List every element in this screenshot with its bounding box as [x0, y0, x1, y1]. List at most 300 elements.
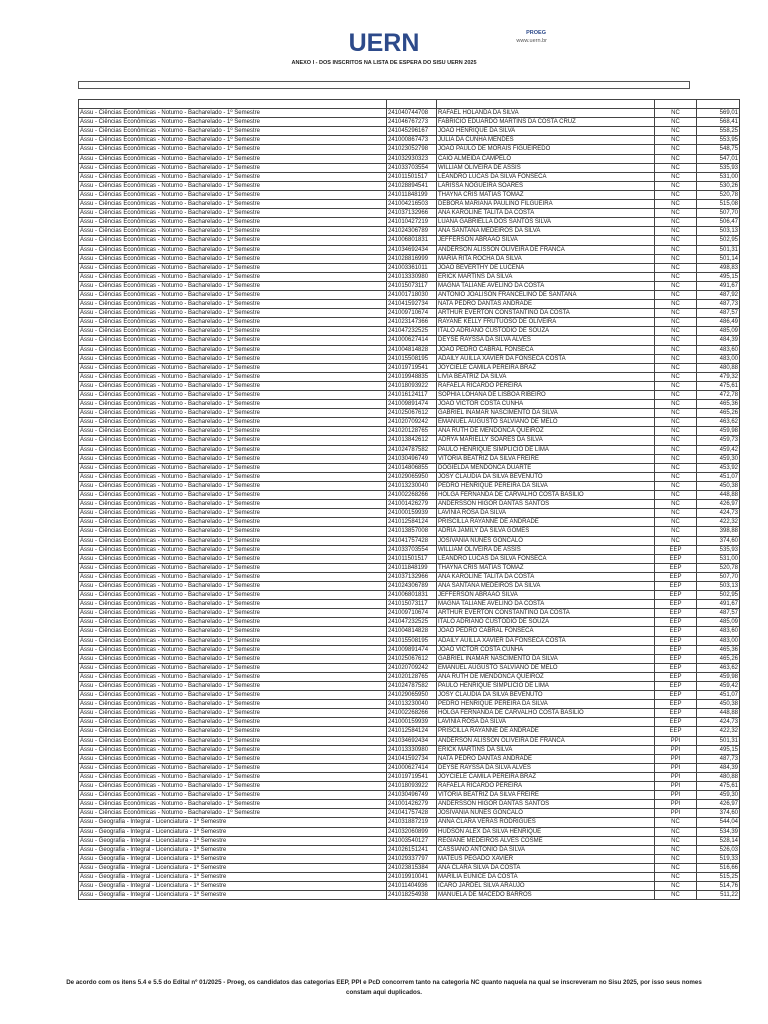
score-cell: 547,01 — [697, 154, 740, 163]
category-cell: NC — [655, 481, 697, 490]
category-cell: NC — [655, 491, 697, 500]
registration-cell: 241001718030 — [387, 290, 437, 299]
table-row — [79, 318, 740, 327]
course-cell: Assu - Geografia - Integral - Licenciatura - 1º Semestre — [79, 882, 387, 891]
score-cell: 426,97 — [697, 800, 740, 809]
registration-cell: 241026151241 — [387, 845, 437, 854]
category-cell: PPI — [655, 809, 697, 818]
category-cell: NC — [655, 245, 697, 254]
name-cell: ANDERSSON HIGOR DANTAS SANTOS — [437, 800, 655, 809]
table-row — [79, 391, 740, 400]
category-cell: EEP — [655, 672, 697, 681]
course-cell: Assu - Ciências Econômicas - Noturno - Bacharelado - 1º Semestre — [79, 372, 387, 381]
registration-cell: 241010427219 — [387, 218, 437, 227]
score-cell: 530,26 — [697, 181, 740, 190]
name-cell: ERICK MARTINS DA SILVA — [437, 272, 655, 281]
course-cell: Assu - Ciências Econômicas - Noturno - Bacharelado - 1º Semestre — [79, 354, 387, 363]
table-row — [79, 281, 740, 290]
table-row — [79, 145, 740, 154]
table-row — [79, 200, 740, 209]
registration-cell: 241025067612 — [387, 654, 437, 663]
score-cell: 515,08 — [697, 200, 740, 209]
score-cell: 568,41 — [697, 118, 740, 127]
score-cell: 374,60 — [697, 809, 740, 818]
category-cell: EEP — [655, 609, 697, 618]
name-cell: NATA PEDRO DANTAS ANDRADE — [437, 300, 655, 309]
name-cell: ANA RUTH DE MENDONCA QUEIROZ — [437, 427, 655, 436]
blank-cell — [387, 100, 437, 109]
course-cell: Assu - Ciências Econômicas - Noturno - Bacharelado - 1º Semestre — [79, 209, 387, 218]
registration-cell: 241033703554 — [387, 545, 437, 554]
score-cell: 451,07 — [697, 691, 740, 700]
name-cell: VITORIA BEATRIZ DA SILVA FREIRE — [437, 791, 655, 800]
category-cell: NC — [655, 363, 697, 372]
score-cell: 531,00 — [697, 554, 740, 563]
category-cell: NC — [655, 818, 697, 827]
registration-cell: 241013857008 — [387, 527, 437, 536]
name-cell: JOAO BEVERTHY DE LUCENA — [437, 263, 655, 272]
category-cell: NC — [655, 372, 697, 381]
category-cell: NC — [655, 154, 697, 163]
score-cell: 448,88 — [697, 709, 740, 718]
registration-cell: 241033703554 — [387, 163, 437, 172]
name-cell: ANA KAROLINE TALITA DA COSTA — [437, 572, 655, 581]
table-row — [79, 327, 740, 336]
uern-logo — [340, 30, 428, 54]
registration-cell: 241011501517 — [387, 172, 437, 181]
score-cell: 491,67 — [697, 600, 740, 609]
table-row — [79, 572, 740, 581]
table-row — [79, 745, 740, 754]
registration-cell: 241013230040 — [387, 481, 437, 490]
registration-cell: 241006801831 — [387, 236, 437, 245]
category-cell: EEP — [655, 700, 697, 709]
category-cell: EEP — [655, 654, 697, 663]
name-cell: RAYANE KELLY FRUTUOSO DE OLIVEIRA — [437, 318, 655, 327]
table-row — [79, 836, 740, 845]
registration-cell: 241023815384 — [387, 863, 437, 872]
score-cell: 516,66 — [697, 863, 740, 872]
footer-line-1: De acordo com os itens 5.4 e 5.5 do Edital nº 01/2025 - Proeg, os candidatos das categorias EEP, PPI e PcD concorrem tanto na categoria NC quanto naquela na qual se inscreveram no Sisu 2025, por isso seus nomes — [66, 979, 702, 986]
course-cell: Assu - Geografia - Integral - Licenciatura - 1º Semestre — [79, 891, 387, 900]
course-cell: Assu - Ciências Econômicas - Noturno - Bacharelado - 1º Semestre — [79, 363, 387, 372]
name-cell: FABRICIO EDUARDO MARTINS DA COSTA CRUZ — [437, 118, 655, 127]
registration-cell: 241011501517 — [387, 554, 437, 563]
course-cell: Assu - Ciências Econômicas - Noturno - Bacharelado - 1º Semestre — [79, 245, 387, 254]
registration-cell: 241045296167 — [387, 127, 437, 136]
name-cell: CAIO ALMEIDA CAMPELO — [437, 154, 655, 163]
name-cell: DOGIELDA MENDONCA DUARTE — [437, 463, 655, 472]
category-cell: NC — [655, 200, 697, 209]
course-cell: Assu - Ciências Econômicas - Noturno - Bacharelado - 1º Semestre — [79, 754, 387, 763]
table-row — [79, 609, 740, 618]
category-cell: NC — [655, 518, 697, 527]
category-cell: EEP — [655, 618, 697, 627]
category-cell: EEP — [655, 663, 697, 672]
score-cell: 422,32 — [697, 727, 740, 736]
name-cell: RAFAELA RICARDO PEREIRA — [437, 381, 655, 390]
score-cell: 506,47 — [697, 218, 740, 227]
name-cell: VITORIA BEATRIZ DA SILVA FREIRE — [437, 454, 655, 463]
name-cell: PRISCILLA RAYANNE DE ANDRADE — [437, 727, 655, 736]
course-cell: Assu - Ciências Econômicas - Noturno - Bacharelado - 1º Semestre — [79, 491, 387, 500]
table-row — [79, 827, 740, 836]
registration-cell: 241030496749 — [387, 454, 437, 463]
table-row — [79, 791, 740, 800]
name-cell: JOAO VICTOR COSTA CUNHA — [437, 400, 655, 409]
name-cell: ANDERSSON HIGOR DANTAS SANTOS — [437, 500, 655, 509]
registration-cell: 241029065950 — [387, 472, 437, 481]
score-cell: 503,13 — [697, 227, 740, 236]
name-cell: ANA RUTH DE MENDONCA QUEIROZ — [437, 672, 655, 681]
category-cell: NC — [655, 118, 697, 127]
blank-cell — [697, 100, 740, 109]
name-cell: JOYCIELE CAMILA PEREIRA BRAZ — [437, 363, 655, 372]
category-cell: NC — [655, 281, 697, 290]
registration-cell: 241041757428 — [387, 809, 437, 818]
category-cell: PPI — [655, 736, 697, 745]
score-cell: 544,04 — [697, 818, 740, 827]
score-cell: 422,32 — [697, 518, 740, 527]
name-cell: ERICK MARTINS DA SILVA — [437, 745, 655, 754]
name-cell: ITALO ADRIANO CUSTODIO DE SOUZA — [437, 618, 655, 627]
name-cell: ANNA CLARA VERAS RODRIGUES — [437, 818, 655, 827]
table-row — [79, 136, 740, 145]
course-cell: Assu - Ciências Econômicas - Noturno - Bacharelado - 1º Semestre — [79, 254, 387, 263]
score-cell: 424,73 — [697, 509, 740, 518]
category-cell: NC — [655, 472, 697, 481]
name-cell: ANA SANTANA MEDEIROS DA SILVA — [437, 581, 655, 590]
category-cell: EEP — [655, 727, 697, 736]
registration-cell: 241019948835 — [387, 372, 437, 381]
registration-cell: 241014806855 — [387, 463, 437, 472]
score-cell: 511,22 — [697, 891, 740, 900]
registration-cell: 241020709242 — [387, 663, 437, 672]
category-cell: EEP — [655, 718, 697, 727]
name-cell: WILLIAM OLIVEIRA DE ASSIS — [437, 545, 655, 554]
name-cell: DEYSE RAYSSA DA SILVA ALVES — [437, 763, 655, 772]
header-bar — [78, 81, 690, 89]
logo-text: UERN — [348, 30, 420, 54]
table-row — [79, 254, 740, 263]
score-cell: 502,95 — [697, 591, 740, 600]
score-cell: 485,09 — [697, 618, 740, 627]
site-url: www.uern.br — [516, 38, 547, 44]
score-cell: 535,93 — [697, 545, 740, 554]
table-row — [79, 500, 740, 509]
table-row — [79, 463, 740, 472]
course-cell: Assu - Ciências Econômicas - Noturno - Bacharelado - 1º Semestre — [79, 263, 387, 272]
table-row — [79, 418, 740, 427]
score-cell: 531,00 — [697, 172, 740, 181]
registration-cell: 241004814828 — [387, 627, 437, 636]
score-cell: 450,38 — [697, 481, 740, 490]
registration-cell: 241012584124 — [387, 727, 437, 736]
category-cell: PPI — [655, 754, 697, 763]
registration-cell: 241032930323 — [387, 154, 437, 163]
category-cell: EEP — [655, 591, 697, 600]
name-cell: JEFFERSON ABRAAO SILVA — [437, 236, 655, 245]
name-cell: WILLIAM OLIVEIRA DE ASSIS — [437, 163, 655, 172]
course-cell: Assu - Ciências Econômicas - Noturno - Bacharelado - 1º Semestre — [79, 345, 387, 354]
course-cell: Assu - Ciências Econômicas - Noturno - Bacharelado - 1º Semestre — [79, 782, 387, 791]
score-cell: 507,70 — [697, 572, 740, 581]
registration-cell: 241009710674 — [387, 609, 437, 618]
score-cell: 448,88 — [697, 491, 740, 500]
table-row — [79, 427, 740, 436]
course-cell: Assu - Ciências Econômicas - Noturno - Bacharelado - 1º Semestre — [79, 481, 387, 490]
course-cell: Assu - Geografia - Integral - Licenciatura - 1º Semestre — [79, 845, 387, 854]
course-cell: Assu - Ciências Econômicas - Noturno - Bacharelado - 1º Semestre — [79, 663, 387, 672]
score-cell: 459,98 — [697, 427, 740, 436]
footer-line-2: constam aqui duplicados. — [346, 989, 422, 996]
score-cell: 459,42 — [697, 682, 740, 691]
table-row — [79, 245, 740, 254]
name-cell: JOSY CLAUDIA DA SILVA BEVENUTO — [437, 691, 655, 700]
table-row — [79, 591, 740, 600]
category-cell: NC — [655, 381, 697, 390]
blank-cell — [79, 100, 387, 109]
category-cell: EEP — [655, 600, 697, 609]
course-cell: Assu - Ciências Econômicas - Noturno - Bacharelado - 1º Semestre — [79, 145, 387, 154]
table-row-blank — [79, 100, 740, 109]
name-cell: THAYNA CRIS MATIAS TOMAZ — [437, 563, 655, 572]
category-cell: NC — [655, 536, 697, 545]
table-row — [79, 618, 740, 627]
name-cell: JOAO PEDRO CABRAL FONSECA — [437, 345, 655, 354]
score-cell: 483,00 — [697, 354, 740, 363]
course-cell: Assu - Ciências Econômicas - Noturno - Bacharelado - 1º Semestre — [79, 591, 387, 600]
category-cell: NC — [655, 145, 697, 154]
table-row — [79, 309, 740, 318]
registration-cell: 241013330980 — [387, 745, 437, 754]
table-row — [79, 863, 740, 872]
registration-cell: 241020709242 — [387, 418, 437, 427]
registration-cell: 241024306789 — [387, 581, 437, 590]
score-cell: 520,78 — [697, 563, 740, 572]
table-row — [79, 345, 740, 354]
course-cell: Assu - Ciências Econômicas - Noturno - Bacharelado - 1º Semestre — [79, 272, 387, 281]
category-cell: NC — [655, 400, 697, 409]
category-cell: NC — [655, 290, 697, 299]
category-cell: NC — [655, 318, 697, 327]
registration-cell: 241009710674 — [387, 309, 437, 318]
score-cell: 535,93 — [697, 163, 740, 172]
name-cell: LIVIA BEATRIZ DA SILVA — [437, 372, 655, 381]
table-row — [79, 718, 740, 727]
registration-cell: 241020128765 — [387, 672, 437, 681]
course-cell: Assu - Ciências Econômicas - Noturno - Bacharelado - 1º Semestre — [79, 654, 387, 663]
name-cell: LAVINIA ROSA DA SILVA — [437, 509, 655, 518]
score-cell: 515,25 — [697, 872, 740, 881]
course-cell: Assu - Ciências Econômicas - Noturno - Bacharelado - 1º Semestre — [79, 436, 387, 445]
course-cell: Assu - Ciências Econômicas - Noturno - Bacharelado - 1º Semestre — [79, 600, 387, 609]
registration-cell: 241002268266 — [387, 491, 437, 500]
category-cell: NC — [655, 181, 697, 190]
registration-cell: 241037132966 — [387, 209, 437, 218]
table-row — [79, 663, 740, 672]
table-row — [79, 118, 740, 127]
registration-cell: 241020128765 — [387, 427, 437, 436]
category-cell: NC — [655, 872, 697, 881]
course-cell: Assu - Ciências Econômicas - Noturno - Bacharelado - 1º Semestre — [79, 772, 387, 781]
name-cell: JOYCIELE CAMILA PEREIRA BRAZ — [437, 772, 655, 781]
course-cell: Assu - Ciências Econômicas - Noturno - Bacharelado - 1º Semestre — [79, 200, 387, 209]
registration-cell: 241047232525 — [387, 327, 437, 336]
waitlist-table — [78, 99, 740, 900]
registration-cell: 241015508195 — [387, 636, 437, 645]
score-cell: 553,95 — [697, 136, 740, 145]
category-cell: NC — [655, 172, 697, 181]
course-cell: Assu - Ciências Econômicas - Noturno - Bacharelado - 1º Semestre — [79, 118, 387, 127]
table-row — [79, 227, 740, 236]
category-cell: EEP — [655, 682, 697, 691]
course-cell: Assu - Geografia - Integral - Licenciatura - 1º Semestre — [79, 836, 387, 845]
registration-cell: 241001426279 — [387, 800, 437, 809]
course-cell: Assu - Ciências Econômicas - Noturno - Bacharelado - 1º Semestre — [79, 136, 387, 145]
table-row — [79, 854, 740, 863]
table-row — [79, 736, 740, 745]
registration-cell: 241015508195 — [387, 354, 437, 363]
registration-cell: 241032060899 — [387, 827, 437, 836]
category-cell: NC — [655, 254, 697, 263]
category-cell: NC — [655, 509, 697, 518]
category-cell: NC — [655, 263, 697, 272]
category-cell: EEP — [655, 691, 697, 700]
score-cell: 569,01 — [697, 109, 740, 118]
name-cell: PEDRO HENRIQUE PEREIRA DA SILVA — [437, 700, 655, 709]
name-cell: HOLGA FERNANDA DE CARVALHO COSTA BASILIO — [437, 709, 655, 718]
score-cell: 465,26 — [697, 654, 740, 663]
table-row — [79, 127, 740, 136]
course-cell: Assu - Ciências Econômicas - Noturno - Bacharelado - 1º Semestre — [79, 427, 387, 436]
document-title: ANEXO I - DOS INSCRITOS NA LISTA DE ESPERA DO SISU UERN 2025 — [291, 60, 477, 66]
registration-cell: 241013230040 — [387, 700, 437, 709]
course-cell: Assu - Geografia - Integral - Licenciatura - 1º Semestre — [79, 872, 387, 881]
table-row — [79, 727, 740, 736]
category-cell: PPI — [655, 782, 697, 791]
table-row — [79, 163, 740, 172]
table-row — [79, 354, 740, 363]
registration-cell: 241037132966 — [387, 572, 437, 581]
course-cell: Assu - Ciências Econômicas - Noturno - Bacharelado - 1º Semestre — [79, 736, 387, 745]
course-cell: Assu - Ciências Econômicas - Noturno - Bacharelado - 1º Semestre — [79, 627, 387, 636]
table-row — [79, 800, 740, 809]
name-cell: ANA CLARA SILVA DA COSTA — [437, 863, 655, 872]
registration-cell: 241006801831 — [387, 591, 437, 600]
table-row — [79, 782, 740, 791]
table-row — [79, 109, 740, 118]
table-row — [79, 882, 740, 891]
category-cell: NC — [655, 336, 697, 345]
score-cell: 502,95 — [697, 236, 740, 245]
category-cell: NC — [655, 463, 697, 472]
name-cell: JOAO HENRIQUE DA SILVA — [437, 127, 655, 136]
score-cell: 495,15 — [697, 745, 740, 754]
name-cell: ANA SANTANA MEDEIROS DA SILVA — [437, 227, 655, 236]
category-cell: NC — [655, 418, 697, 427]
course-cell: Assu - Ciências Econômicas - Noturno - Bacharelado - 1º Semestre — [79, 800, 387, 809]
name-cell: MANUELA DE MACEDO BARROS — [437, 891, 655, 900]
score-cell: 465,26 — [697, 409, 740, 418]
course-cell: Assu - Ciências Econômicas - Noturno - Bacharelado - 1º Semestre — [79, 727, 387, 736]
score-cell: 459,30 — [697, 454, 740, 463]
course-cell: Assu - Ciências Econômicas - Noturno - Bacharelado - 1º Semestre — [79, 127, 387, 136]
category-cell: EEP — [655, 645, 697, 654]
table-row — [79, 363, 740, 372]
name-cell: MATEUS PEGADO XAVIER — [437, 854, 655, 863]
table-row — [79, 700, 740, 709]
name-cell: LUANA GABRIELLA DOS SANTOS SILVA — [437, 218, 655, 227]
registration-cell: 241029065950 — [387, 691, 437, 700]
score-cell: 483,00 — [697, 636, 740, 645]
registration-cell: 241025067612 — [387, 409, 437, 418]
footer-note — [40, 978, 728, 998]
blank-cell — [437, 100, 655, 109]
course-cell: Assu - Ciências Econômicas - Noturno - Bacharelado - 1º Semestre — [79, 563, 387, 572]
course-cell: Assu - Ciências Econômicas - Noturno - Bacharelado - 1º Semestre — [79, 763, 387, 772]
score-cell: 424,73 — [697, 718, 740, 727]
registration-cell: 241023147366 — [387, 318, 437, 327]
page-header — [0, 24, 768, 60]
registration-cell: 241009891474 — [387, 400, 437, 409]
score-cell: 498,83 — [697, 263, 740, 272]
registration-cell: 241019910041 — [387, 872, 437, 881]
table-row — [79, 536, 740, 545]
score-cell: 534,39 — [697, 827, 740, 836]
name-cell: JEFFERSON ABRAAO SILVA — [437, 591, 655, 600]
name-cell: ANTONIO JOALISON FRANCELINO DE SANTANA — [437, 290, 655, 299]
registration-cell: 241004216503 — [387, 200, 437, 209]
course-cell: Assu - Ciências Econômicas - Noturno - Bacharelado - 1º Semestre — [79, 545, 387, 554]
category-cell: NC — [655, 300, 697, 309]
category-cell: EEP — [655, 554, 697, 563]
registration-cell: 241015073117 — [387, 600, 437, 609]
category-cell: NC — [655, 854, 697, 863]
registration-cell: 241012584124 — [387, 518, 437, 527]
score-cell: 484,39 — [697, 763, 740, 772]
course-cell: Assu - Ciências Econômicas - Noturno - Bacharelado - 1º Semestre — [79, 327, 387, 336]
course-cell: Assu - Ciências Econômicas - Noturno - Bacharelado - 1º Semestre — [79, 318, 387, 327]
course-cell: Assu - Ciências Econômicas - Noturno - Bacharelado - 1º Semestre — [79, 518, 387, 527]
table-row — [79, 218, 740, 227]
score-cell: 486,49 — [697, 318, 740, 327]
table-row — [79, 300, 740, 309]
table-row — [79, 818, 740, 827]
registration-cell: 241009891474 — [387, 645, 437, 654]
category-cell: NC — [655, 436, 697, 445]
registration-cell: 241015073117 — [387, 281, 437, 290]
table-row — [79, 809, 740, 818]
table-row — [79, 654, 740, 663]
category-cell: NC — [655, 109, 697, 118]
score-cell: 487,57 — [697, 609, 740, 618]
score-cell: 495,15 — [697, 272, 740, 281]
name-cell: LARISSA NOGUEIRA SOARES — [437, 181, 655, 190]
category-cell: PPI — [655, 745, 697, 754]
category-cell: NC — [655, 836, 697, 845]
course-cell: Assu - Ciências Econômicas - Noturno - Bacharelado - 1º Semestre — [79, 572, 387, 581]
score-cell: 463,62 — [697, 663, 740, 672]
table-row — [79, 645, 740, 654]
table-row — [79, 554, 740, 563]
score-cell: 465,36 — [697, 400, 740, 409]
name-cell: LAVINIA ROSA DA SILVA — [437, 718, 655, 727]
course-cell: Assu - Ciências Econômicas - Noturno - Bacharelado - 1º Semestre — [79, 400, 387, 409]
category-cell: NC — [655, 427, 697, 436]
registration-cell: 241046767273 — [387, 118, 437, 127]
table-row — [79, 445, 740, 454]
